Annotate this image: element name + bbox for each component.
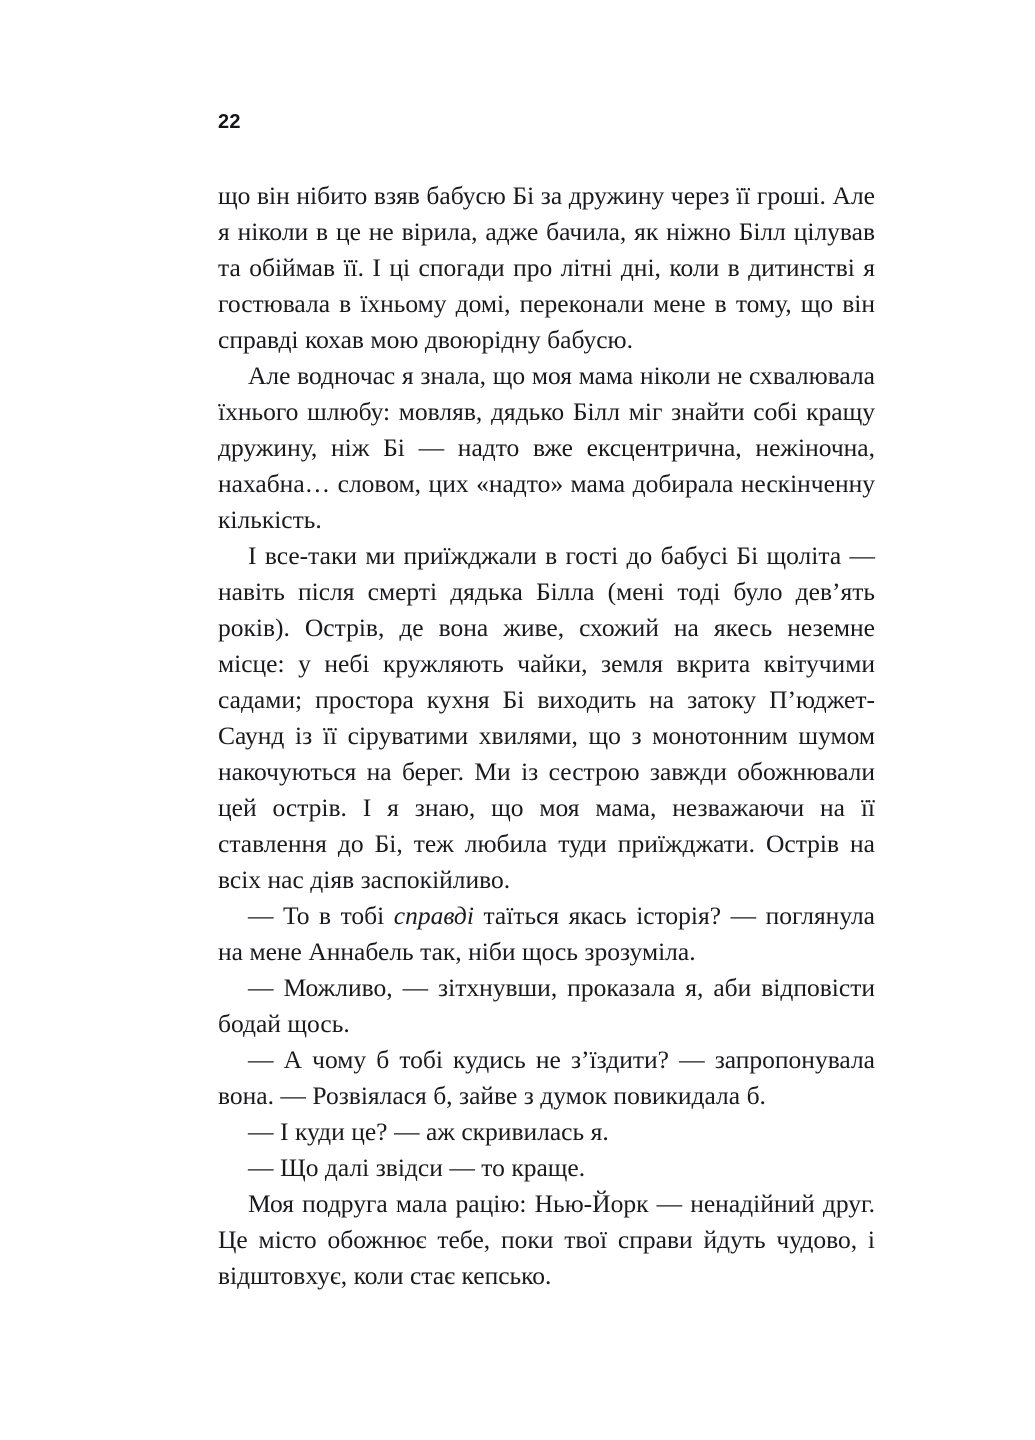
dialogue-text-lead: — То в тобі: [248, 901, 394, 930]
paragraph-dialogue: [218, 898, 875, 970]
body-text-block: [218, 178, 875, 1294]
page-number: 22: [218, 111, 241, 133]
paragraph: Моя подруга мала рацію: Нью-Йорк — ненадійний друг. Це місто обожнює тебе, поки твої справи йдуть чудово, і відштовхує, коли стає кепсько.: [218, 1189, 875, 1290]
paragraph-dialogue: — Що далі звідси — то краще.: [248, 1153, 586, 1182]
paragraph: Але водночас я знала, що моя мама ніколи не схвалювала їхнього шлюбу: мовляв, дядько Білл міг знайти собі кращу дружину, ніж Бі — надто вже ексцентрична, нежіночна, нахабна… словом, цих «надто» мама добирала нескінченну кількість.: [218, 361, 875, 534]
paragraph-dialogue: — Можливо, — зітхнувши, проказала я, аби відповісти бодай щось.: [218, 973, 875, 1038]
paragraph: І все-таки ми приїжджали в гості до бабусі Бі щоліта — навіть після смерті дядька Білла (мені тоді було дев’ять років). Острів, де вона живе, схожий на якесь неземне місце: у небі кружляють чайки, земля вкрита квітучими садами; простора кухня Бі виходить на затоку П’юджет-Саунд із її сіруватими хвилями, що з монотонним шумом накочуються на берег. Ми із сестрою завжди обожнювали цей острів. І я знаю, що моя мама, незважаючи на її ставлення до Бі, теж любила туди приїжджати. Острів на всіх нас діяв заспокійливо.: [218, 541, 875, 894]
dialogue-text-tail: таїться якась історія? — поглянула на мене Аннабель так, ніби щось зрозуміла.: [218, 901, 875, 966]
emphasis-spravdi: справді: [393, 901, 474, 930]
paragraph: що він нібито взяв бабусю Бі за дружину через її гроші. Але я ніколи в це не вірила, адже бачила, як ніжно Білл цілував та обіймав її. І ці спогади про літні дні, коли в дитинстві я гостювала в їхньому домі, переконали мене в тому, що він справді кохав мою двоюрідну бабусю.: [218, 181, 875, 354]
paragraph-dialogue: — І куди це? — аж скривилась я.: [248, 1117, 609, 1146]
paragraph-dialogue: — А чому б тобі кудись не з’їздити? — запропонувала вона. — Розвіялася б, зайве з думок повикидала б.: [218, 1045, 875, 1110]
